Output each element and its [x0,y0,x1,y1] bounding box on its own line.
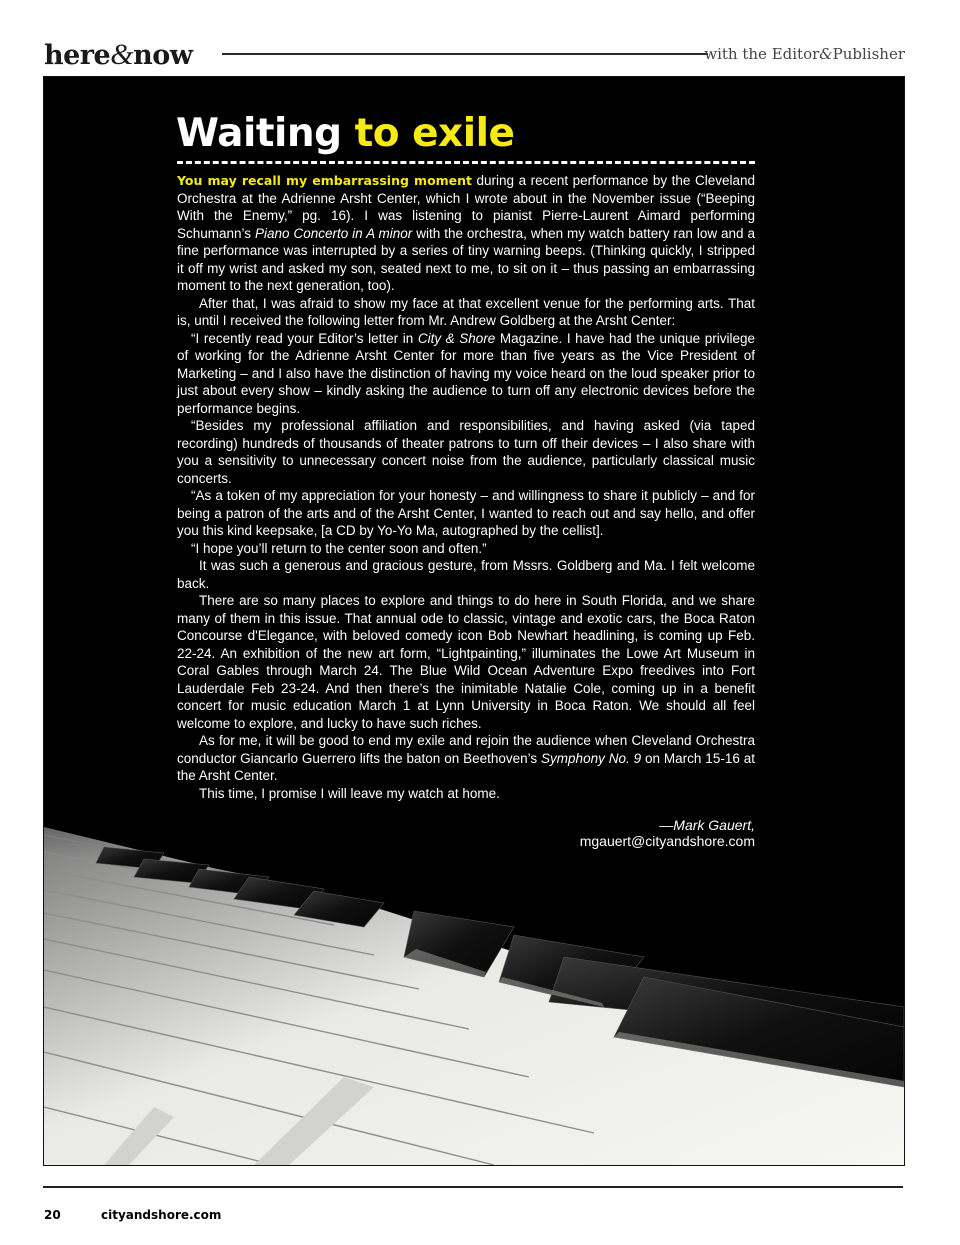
author-name: —Mark Gauert, [659,817,755,833]
tagline-part1: with the Editor [704,45,820,63]
paragraph-9 [177,732,755,785]
header-rule [222,53,708,55]
paragraph-10: This time, I promise I will leave my watch at home. [199,785,500,801]
paragraph-7: It was such a generous and gracious gesture, from Mssrs. Goldberg and Ma. I felt welcome back. [177,558,755,591]
p1-text-a: during a recent performance by the Cleveland Orchestra at the Adrienne Arsht Center, which I wrote about in the November issue (“Beeping With the Enemy,” pg. 16). I was listening to pianist Pierre-Laurent Aimard performing Schumann’s [177,173,755,241]
article-body [177,172,755,802]
title-dashed-rule [177,161,755,164]
paragraph-6: “I hope you’ll return to the center soon and often.” [191,540,487,556]
p3-text-a: “I recently read your Editor’s letter in [191,330,418,346]
article-title [176,111,514,156]
logo-part2: now [133,40,193,71]
p9-italic: Symphony No. 9 [541,750,642,766]
title-white: Waiting [176,111,355,156]
p3-text-b: Magazine. I have had the unique privilege of working for the Adrienne Arsht Center for more than five years as the Vice President of Marketing – and I also have the distinction of having my voice heard on the loud speaker prior to just about every show – kindly asking the audience to turn off any electronic devices before the performance begins. [177,330,755,416]
p9-text-a: As for me, it will be good to end my exile and rejoin the audience when Cleveland Orchestra conductor Giancarlo Guerrero lifts the baton on Beethoven’s [177,733,755,766]
paragraph-5: “As a token of my appreciation for your honesty – and willingness to share it publicly – and for being a patron of the arts and of the Arsht Center, I wanted to reach out and say hello, and offer you this kind keepsake, [a CD by Yo-Yo Ma, autographed by the cellist]. [177,488,755,538]
title-accent: to exile [354,111,515,156]
p3-italic: City & Shore [417,330,496,346]
section-logo [44,38,192,72]
paragraph-2: After that, I was afraid to show my face at that excellent venue for the performing arts. That is, until I received the following letter from Mr. Andrew Goldberg at the Arsht Center: [177,295,755,328]
paragraph-8: There are so many places to explore and things to do here in South Florida, and we share many of them in this issue. That annual ode to classic, vintage and exotic cars, the Boca Raton Concourse d'Elegance, with beloved comedy icon Bob Newhart headlining, is coming up Feb. 22-24. An exhibition of the new art form, “Lightpainting,” illuminates the Lowe Art Museum in Coral Gables through March 24. The Blue Wild Ocean Adventure Expo freedives into Fort Lauderdale Feb 23-24. And then there’s the inimitable Natalie Cole, coming up in a benefit concert for music education March 1 at Lynn University in Boca Raton. We should all feel welcome to explore, and lucky to have such riches. [177,593,755,731]
author-email: mgauert@cityandshore.com [579,833,755,849]
lead-in: You may recall my embarrassing moment [177,173,473,188]
footer-rule [43,1186,903,1188]
page-number: 20 [44,1208,61,1222]
paragraph-4: “Besides my professional affiliation and responsibilities, and having asked (via taped recording) hundreds of thousands of theater patrons to turn off their devices – I also share with you a sensitivity to unnecessary concert noise from the audience, particularly classical music concerts. [177,418,755,486]
header-tagline [704,45,905,63]
logo-part1: here [44,40,111,71]
p1-italic: Piano Concerto in A minor [254,225,413,241]
tagline-ampersand: & [819,45,833,63]
p9-text-b: on March 15-16 at the Arsht Center. [177,750,755,783]
article-panel [43,76,905,1166]
signature-block [580,817,755,849]
logo-ampersand: & [110,38,134,71]
footer-site: cityandshore.com [101,1208,222,1222]
paragraph-3 [177,330,755,418]
p1-text-b: with the orchestra, when my watch battery ran low and a fine performance was interrupted by a series of tiny warning beeps. (Thinking quickly, I stripped it off my wrist and asked my son, seated next to me, to sit on it – thus passing an embarrassing moment to the next generation, too). [177,225,756,293]
page-header [0,0,960,80]
paragraph-1 [177,172,755,295]
tagline-part2: Publisher [832,45,905,63]
